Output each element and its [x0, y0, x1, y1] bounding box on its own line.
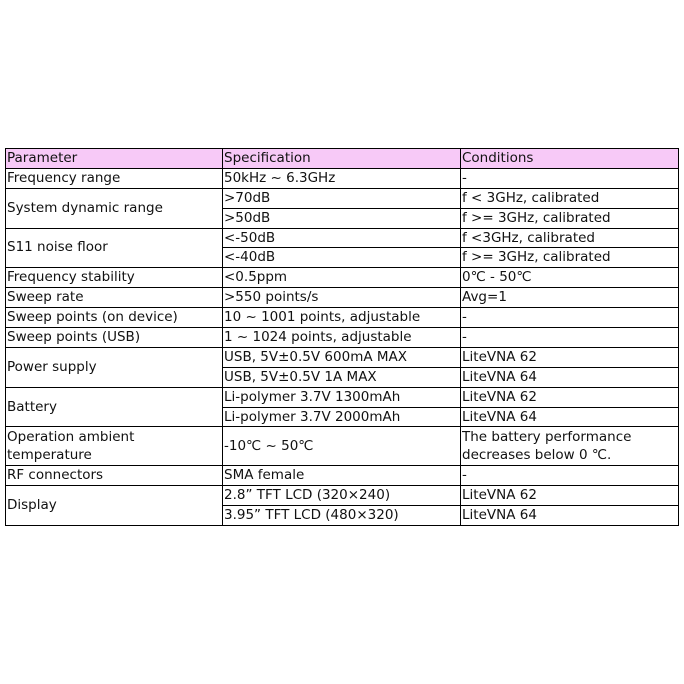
- conditions-cell: -: [461, 466, 679, 486]
- conditions-cell: f >= 3GHz, calibrated: [461, 248, 679, 268]
- table-row: [6, 328, 679, 348]
- table-row: [6, 228, 679, 248]
- table-row: [6, 168, 679, 188]
- conditions-cell: The battery performance decreases below 0 ℃.: [461, 427, 679, 466]
- table-row: [6, 347, 679, 367]
- conditions-cell: 0℃ - 50℃: [461, 268, 679, 288]
- header-specification: Specification: [223, 149, 461, 169]
- table-row: [6, 387, 679, 407]
- parameter-cell: Sweep points (on device): [6, 308, 223, 328]
- specification-cell: 2.8” TFT LCD (320×240): [223, 486, 461, 506]
- conditions-cell: f >= 3GHz, calibrated: [461, 208, 679, 228]
- parameter-cell: Frequency stability: [6, 268, 223, 288]
- specification-cell: SMA female: [223, 466, 461, 486]
- specification-cell: >70dB: [223, 188, 461, 208]
- specification-cell: Li-polymer 3.7V 1300mAh: [223, 387, 461, 407]
- conditions-cell: -: [461, 308, 679, 328]
- specification-cell: USB, 5V±0.5V 600mA MAX: [223, 347, 461, 367]
- specification-cell: 10 ~ 1001 points, adjustable: [223, 308, 461, 328]
- parameter-cell: Sweep points (USB): [6, 328, 223, 348]
- conditions-cell: f <3GHz, calibrated: [461, 228, 679, 248]
- table-row: [6, 288, 679, 308]
- conditions-cell: f < 3GHz, calibrated: [461, 188, 679, 208]
- specification-cell: -10℃ ~ 50℃: [223, 427, 461, 466]
- parameter-cell: Frequency range: [6, 168, 223, 188]
- parameter-cell: System dynamic range: [6, 188, 223, 228]
- specification-cell: 3.95” TFT LCD (480×320): [223, 506, 461, 526]
- specification-cell: <-50dB: [223, 228, 461, 248]
- conditions-cell: LiteVNA 64: [461, 367, 679, 387]
- parameter-cell: S11 noise floor: [6, 228, 223, 268]
- parameter-cell: Battery: [6, 387, 223, 427]
- specification-cell: <-40dB: [223, 248, 461, 268]
- conditions-cell: -: [461, 168, 679, 188]
- conditions-cell: LiteVNA 64: [461, 407, 679, 427]
- specification-cell: >550 points/s: [223, 288, 461, 308]
- spec-table: [5, 148, 679, 526]
- conditions-cell: LiteVNA 62: [461, 486, 679, 506]
- header-conditions: Conditions: [461, 149, 679, 169]
- table-row: [6, 427, 679, 466]
- table-row: [6, 188, 679, 208]
- specification-cell: 1 ~ 1024 points, adjustable: [223, 328, 461, 348]
- specification-cell: <0.5ppm: [223, 268, 461, 288]
- conditions-cell: LiteVNA 64: [461, 506, 679, 526]
- table-row: [6, 268, 679, 288]
- parameter-cell: Sweep rate: [6, 288, 223, 308]
- conditions-cell: -: [461, 328, 679, 348]
- specification-cell: Li-polymer 3.7V 2000mAh: [223, 407, 461, 427]
- table-row: [6, 466, 679, 486]
- parameter-cell: Display: [6, 486, 223, 526]
- parameter-cell: RF connectors: [6, 466, 223, 486]
- table-row: [6, 308, 679, 328]
- table-header-row: [6, 149, 679, 169]
- conditions-cell: LiteVNA 62: [461, 387, 679, 407]
- table-row: [6, 486, 679, 506]
- conditions-cell: Avg=1: [461, 288, 679, 308]
- parameter-cell: Power supply: [6, 347, 223, 387]
- parameter-cell: Operation ambient temperature: [6, 427, 223, 466]
- specification-cell: >50dB: [223, 208, 461, 228]
- conditions-cell: LiteVNA 62: [461, 347, 679, 367]
- specification-cell: USB, 5V±0.5V 1A MAX: [223, 367, 461, 387]
- specification-cell: 50kHz ~ 6.3GHz: [223, 168, 461, 188]
- header-parameter: Parameter: [6, 149, 223, 169]
